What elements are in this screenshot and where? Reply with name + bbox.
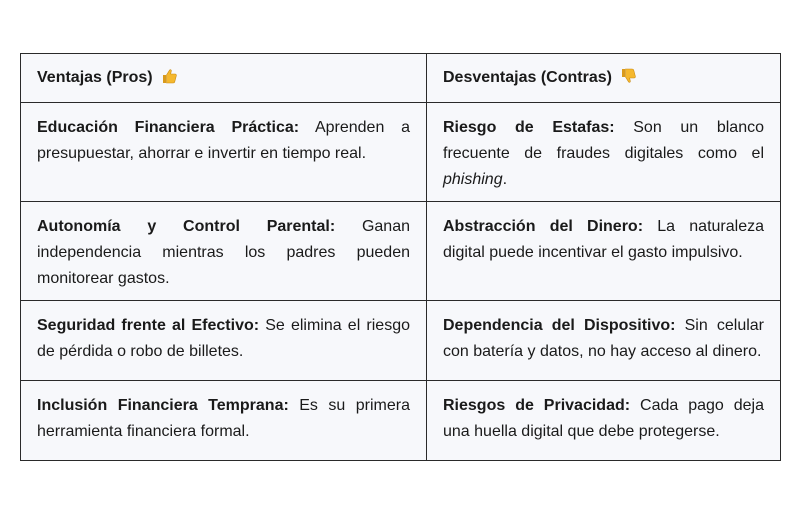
header-cons-label: Desventajas (Contras) — [443, 69, 612, 86]
pros-cons-table-container — [20, 53, 780, 461]
pro-cell — [21, 202, 427, 301]
con-term: Riesgos de Privacidad: — [443, 397, 631, 414]
con-cell — [427, 103, 781, 202]
con-term: Riesgo de Estafas: — [443, 119, 615, 136]
table-row — [21, 301, 781, 381]
pro-term: Educación Financiera Práctica: — [37, 119, 300, 136]
pro-term: Seguridad frente al Efectivo: — [37, 317, 260, 334]
con-text: Cada pago deja una huella digital que debe protegerse. — [443, 397, 764, 440]
table-row — [21, 381, 781, 461]
pro-cell — [21, 301, 427, 381]
pro-text: Ganan independencia mientras los padres pueden monitorear gastos. — [37, 218, 411, 287]
thumbs-down-icon — [620, 68, 636, 84]
pros-cons-table — [20, 53, 781, 461]
header-pros — [21, 54, 427, 103]
con-term: Dependencia del Dispositivo: — [443, 317, 676, 334]
header-pros-label: Ventajas (Pros) — [37, 69, 153, 86]
con-cell — [427, 202, 781, 301]
table-row — [21, 103, 781, 202]
con-emphasis: phishing — [443, 171, 503, 188]
pro-text: Es su primera herramienta financiera formal. — [37, 397, 410, 440]
table-row — [21, 202, 781, 301]
con-cell — [427, 381, 781, 461]
pro-term: Inclusión Financiera Temprana: — [37, 397, 289, 414]
con-cell — [427, 301, 781, 381]
con-text: Son un blanco frecuente de fraudes digitales como el — [443, 119, 764, 162]
con-text-tail: . — [502, 171, 508, 188]
con-text: La naturaleza digital puede incentivar el gasto impulsivo. — [443, 218, 764, 261]
pro-text: Se elimina el riesgo de pérdida o robo de billetes. — [37, 317, 410, 360]
pro-term: Autonomía y Control Parental: — [37, 218, 336, 235]
pro-text: Aprenden a presupuestar, ahorrar e invertir en tiempo real. — [37, 119, 410, 162]
pro-cell — [21, 103, 427, 202]
header-cons — [427, 54, 781, 103]
pro-cell — [21, 381, 427, 461]
thumbs-up-icon — [161, 68, 177, 84]
con-text: Sin celular con batería y datos, no hay acceso al dinero. — [443, 317, 764, 360]
table-header-row — [21, 54, 781, 103]
con-term: Abstracción del Dinero: — [443, 218, 644, 235]
